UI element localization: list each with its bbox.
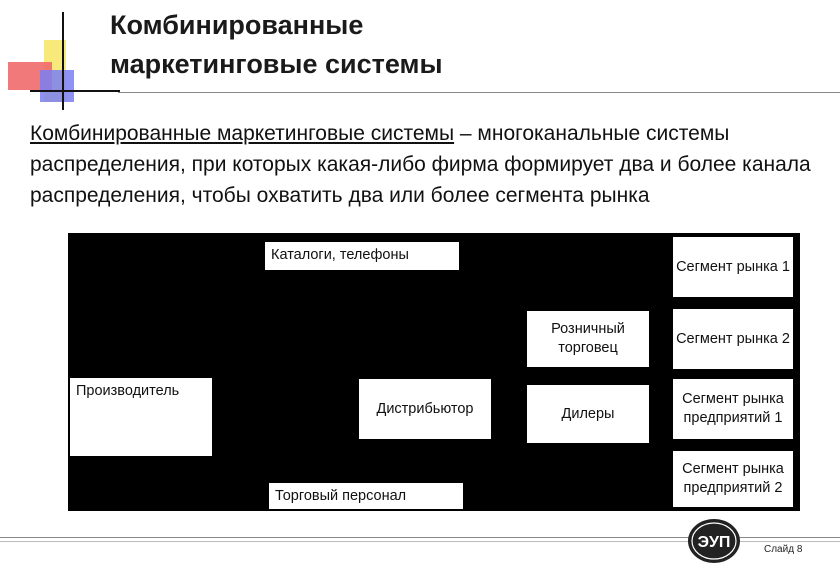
decor-vertical-line	[62, 12, 64, 110]
logo-text: ЭУП	[697, 534, 731, 551]
definition-text: – многоканальные системы распределения, при которых какая-либо фирма формирует два и более канала распределения, чтобы охватить два или более сегмента рынка	[30, 122, 811, 207]
slide-title-line1: Комбинированные	[110, 10, 364, 40]
department-logo-icon	[688, 519, 740, 563]
box-producer: Производитель	[69, 377, 213, 457]
logo-emblem-icon	[690, 521, 738, 561]
box-segment-enterprise-1: Сегмент рынка предприятий 1	[672, 378, 794, 440]
box-sales-staff: Торговый персонал	[268, 482, 464, 510]
box-segment-1: Сегмент рынка 1	[672, 236, 794, 298]
distribution-diagram	[68, 233, 800, 511]
decor-horizontal-line	[30, 90, 120, 92]
box-dealers: Дилеры	[526, 384, 650, 444]
definition-term: Комбинированные маркетинговые системы	[30, 122, 455, 145]
box-segment-2: Сегмент рынка 2	[672, 308, 794, 370]
slide-title-line2: маркетинговые системы	[110, 49, 443, 79]
slide-number: Слайд 8	[764, 544, 803, 555]
title-divider	[118, 92, 840, 93]
slide-title	[110, 6, 830, 84]
decor-blue-block	[40, 70, 74, 102]
box-catalogs: Каталоги, телефоны	[264, 241, 460, 271]
box-distributor: Дистрибьютор	[358, 378, 492, 440]
box-segment-enterprise-2: Сегмент рынка предприятий 2	[672, 450, 794, 508]
definition-paragraph	[30, 118, 830, 211]
box-retailer: Розничный торговец	[526, 310, 650, 368]
